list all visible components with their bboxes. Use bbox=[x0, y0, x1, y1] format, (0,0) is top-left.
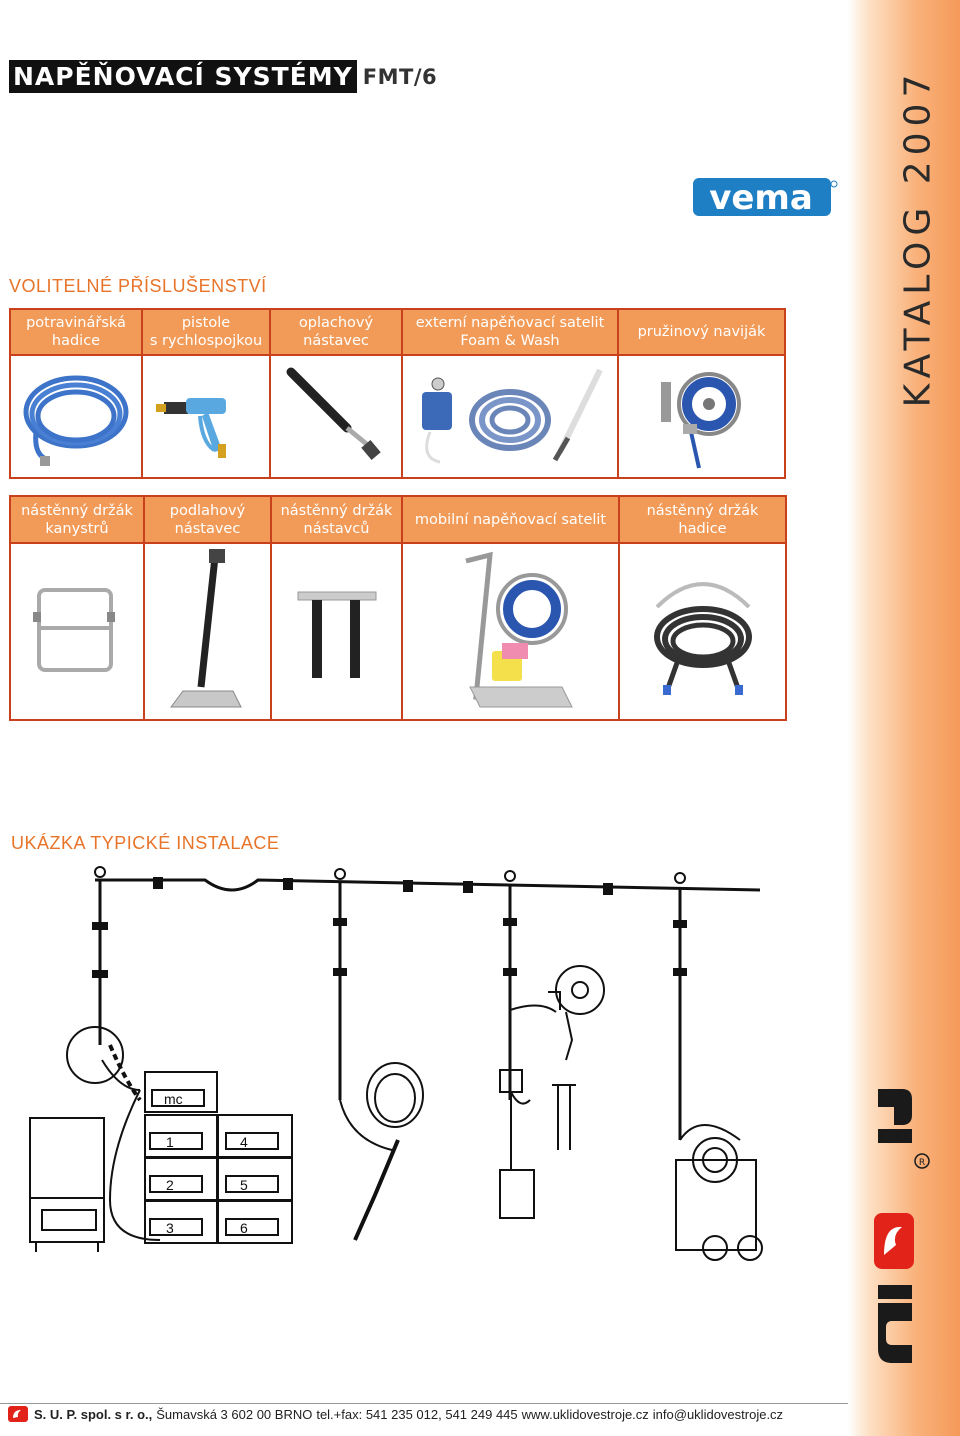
sup-logo bbox=[862, 1085, 942, 1377]
sup-mini-logo-icon bbox=[8, 1406, 28, 1422]
accessory-label: nástěnný držák nástavců bbox=[272, 497, 403, 542]
lance-holder-icon bbox=[272, 542, 403, 719]
footer-phone: tel.+fax: 541 235 012, 541 249 445 bbox=[316, 1406, 518, 1422]
accessory-label: externí napěňovací satelit Foam & Wash bbox=[403, 310, 619, 354]
cabinet-label-1: 1 bbox=[166, 1134, 174, 1150]
footer-company: S. U. P. spol. s r. o., bbox=[34, 1406, 153, 1422]
katalog-year-label: KATALOG 2007 bbox=[897, 68, 939, 408]
accessory-label: pružinový naviják bbox=[619, 310, 784, 354]
cabinet-label-4: 4 bbox=[240, 1134, 248, 1150]
footer-address: Šumavská 3 602 00 BRNO bbox=[156, 1406, 313, 1422]
cabinet-label-2: 2 bbox=[166, 1177, 174, 1193]
accessory-label: potravinářská hadice bbox=[11, 310, 143, 354]
page-title-main: NAPĚŇOVACÍ SYSTÉMY bbox=[9, 60, 357, 93]
cabinet-label-mc: mc bbox=[164, 1091, 183, 1107]
hose-reel-icon bbox=[619, 354, 784, 477]
accessory-label: nástěnný držák hadice bbox=[620, 497, 785, 542]
svg-text:R: R bbox=[918, 1158, 926, 1168]
canister-holder-icon bbox=[11, 542, 145, 719]
installation-heading: UKÁZKA TYPICKÉ INSTALACE bbox=[11, 833, 280, 853]
accessory-label: podlahový nástavec bbox=[145, 497, 272, 542]
installation-diagram bbox=[0, 855, 840, 1265]
footer-web[interactable]: www.uklidovestroje.cz bbox=[521, 1406, 649, 1422]
vema-logo-text: vema bbox=[709, 178, 813, 218]
accessories-heading: VOLITELNÉ PŘÍSLUŠENSTVÍ bbox=[9, 276, 267, 296]
accessories-grid-row1 bbox=[9, 308, 786, 479]
blue-hose-coil-icon bbox=[11, 354, 143, 477]
accessory-label: mobilní napěňovací satelit bbox=[403, 497, 620, 542]
cabinet-label-6: 6 bbox=[240, 1220, 248, 1236]
footer-divider bbox=[0, 1403, 848, 1404]
accessory-label: pistole s rychlospojkou bbox=[143, 310, 271, 354]
accessories-grid-row2 bbox=[9, 495, 787, 721]
accessory-label: nástěnný držák kanystrů bbox=[11, 497, 145, 542]
page-title-model: FMT/6 bbox=[362, 64, 438, 89]
cabinet-label-3: 3 bbox=[166, 1220, 174, 1236]
accessory-label: oplachový nástavec bbox=[271, 310, 403, 354]
foam-satellite-kit-icon bbox=[403, 354, 619, 477]
spray-gun-icon bbox=[143, 354, 271, 477]
vema-logo bbox=[693, 174, 838, 220]
page-title bbox=[9, 60, 437, 93]
footer-email[interactable]: info@uklidovestroje.cz bbox=[652, 1406, 784, 1422]
floor-nozzle-icon bbox=[145, 542, 272, 719]
mobile-foam-cart-icon bbox=[403, 542, 620, 719]
rinse-lance-icon bbox=[271, 354, 403, 477]
footer bbox=[8, 1405, 783, 1423]
hose-holder-icon bbox=[620, 542, 785, 719]
cabinet-label-5: 5 bbox=[240, 1177, 248, 1193]
